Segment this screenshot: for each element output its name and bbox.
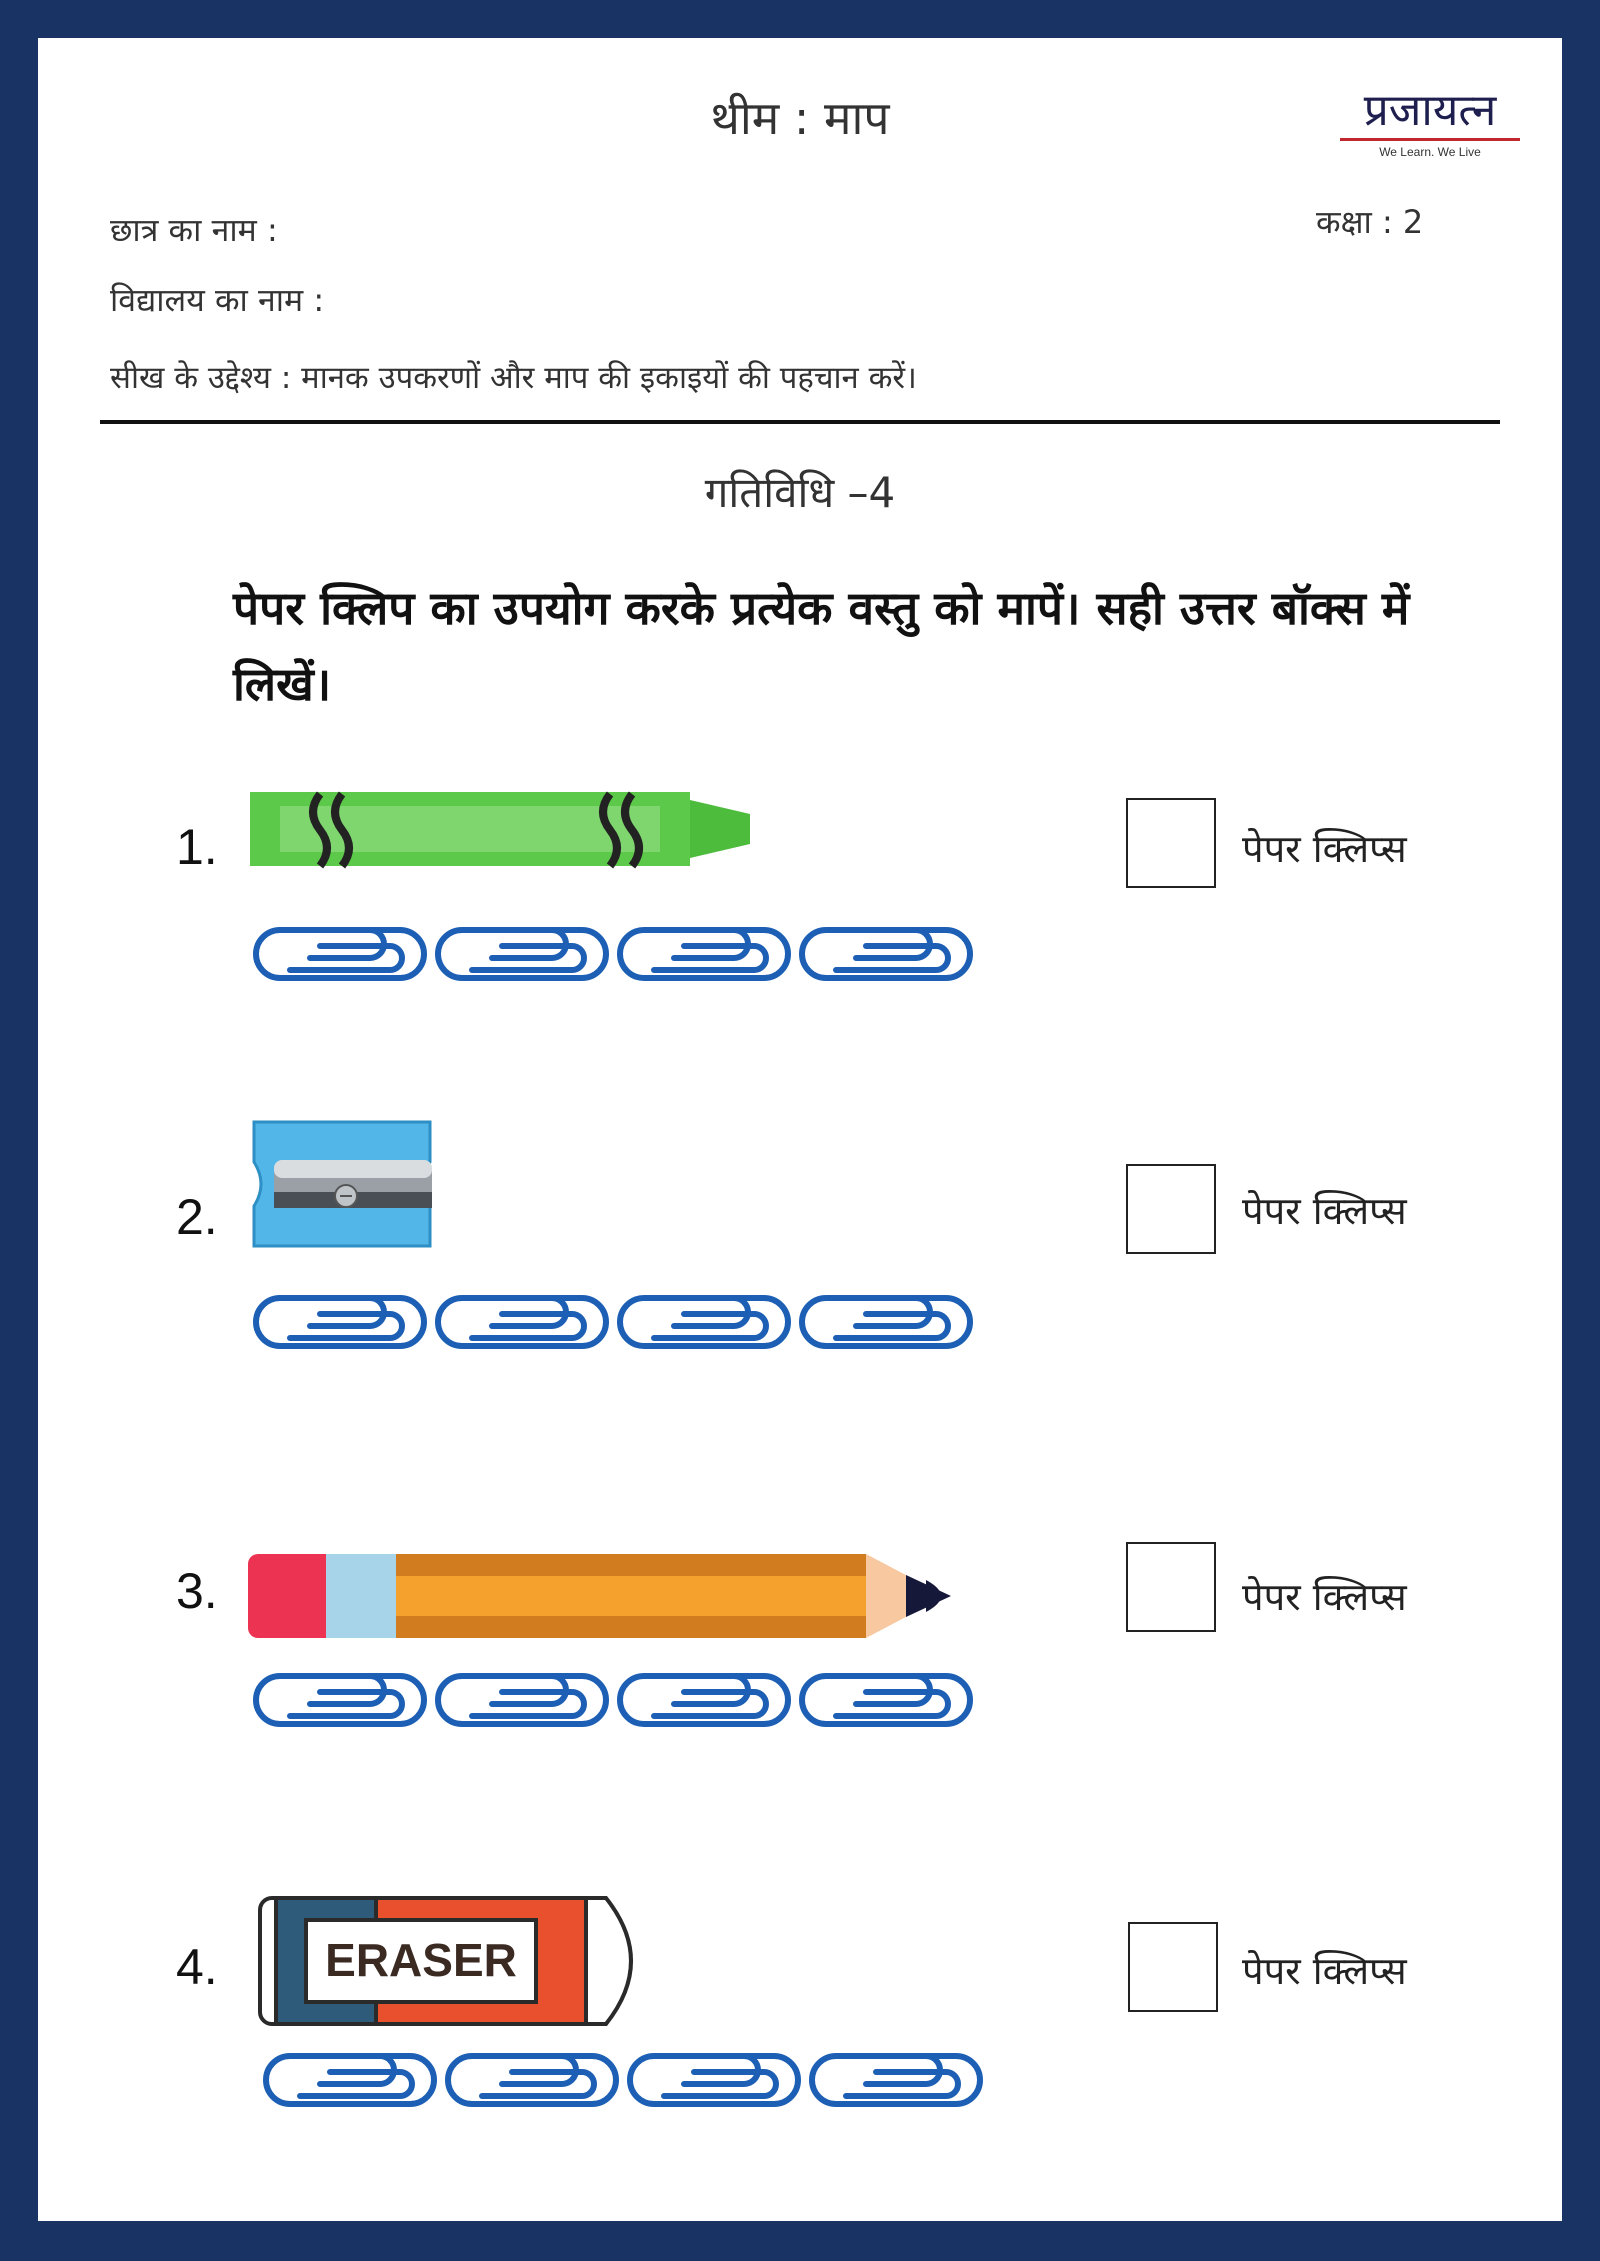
paperclip-icon — [802, 1676, 970, 1724]
activity-instruction: पेपर क्लिप का उपयोग करके प्रत्येक वस्तु को मापें। सही उत्तर बॉक्स में लिखें। — [233, 581, 1410, 711]
eraser-label: ERASER — [325, 1934, 517, 1986]
paperclip-icon — [620, 930, 788, 978]
paperclip-icon — [802, 1298, 970, 1346]
paperclip-icon — [256, 1298, 424, 1346]
eraser-image — [256, 1892, 676, 2032]
answer-box-2[interactable] — [1126, 1164, 1216, 1254]
unit-label-4: पेपर क्लिप्स — [1242, 1949, 1407, 1993]
paperclip-icon — [266, 2056, 434, 2104]
unit-label-2: पेपर क्लिप्स — [1242, 1189, 1407, 1233]
paperclip-icon — [438, 1676, 606, 1724]
paperclip-icon — [256, 930, 424, 978]
paperclip-icon — [620, 1676, 788, 1724]
item-4-number: 4. — [176, 1939, 218, 1995]
logo-word: प्रजायत्न — [1363, 85, 1497, 136]
grade-label: कक्षा : 2 — [1316, 203, 1424, 241]
item-2-number: 2. — [176, 1189, 218, 1245]
paperclip-icon — [448, 2056, 616, 2104]
item-3-number: 3. — [176, 1563, 218, 1619]
sharpener-image — [250, 1116, 440, 1252]
logo-tagline: We Learn. We Live — [1379, 145, 1481, 159]
unit-label-1: पेपर क्लिप्स — [1242, 827, 1407, 871]
worksheet-page — [38, 38, 1562, 2221]
student-name-label: छात्र का नाम : — [110, 211, 278, 249]
activity-title: गतिविधि –4 — [704, 468, 896, 517]
paperclip-row-3 — [250, 1672, 990, 1732]
crayon-image — [250, 792, 810, 872]
answer-box-1[interactable] — [1126, 798, 1216, 888]
paperclip-row-2 — [250, 1294, 990, 1354]
paperclip-icon — [802, 930, 970, 978]
paperclip-icon — [438, 1298, 606, 1346]
pencil-image — [246, 1552, 986, 1642]
logo-underline — [1340, 138, 1520, 141]
answer-box-4[interactable] — [1128, 1922, 1218, 2012]
brand-logo — [1330, 86, 1530, 159]
paperclip-row-1 — [250, 926, 990, 986]
school-name-label: विद्यालय का नाम : — [110, 281, 325, 319]
unit-label-3: पेपर क्लिप्स — [1242, 1575, 1407, 1619]
answer-box-3[interactable] — [1126, 1542, 1216, 1632]
paperclip-icon — [812, 2056, 980, 2104]
paperclip-icon — [630, 2056, 798, 2104]
paperclip-row-4 — [260, 2052, 1000, 2112]
header-divider — [100, 420, 1500, 424]
item-1-number: 1. — [176, 819, 218, 875]
learning-objective: सीख के उद्देश्य : मानक उपकरणों और माप की इकाइयों की पहचान करें। — [110, 360, 917, 396]
paperclip-icon — [438, 930, 606, 978]
theme-heading: थीम : माप — [710, 91, 890, 145]
paperclip-icon — [256, 1676, 424, 1724]
paperclip-icon — [620, 1298, 788, 1346]
